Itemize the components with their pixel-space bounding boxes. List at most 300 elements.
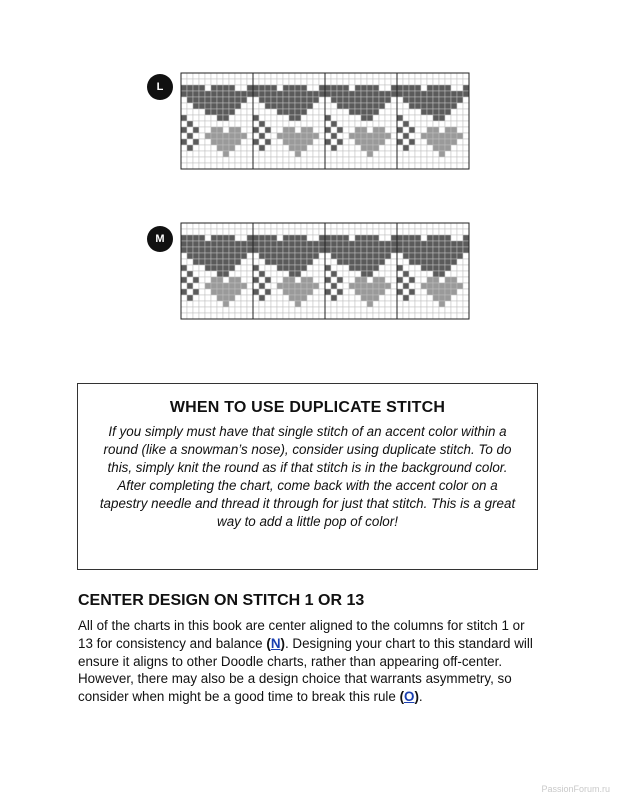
chart-cell <box>301 103 307 109</box>
chart-cell <box>217 139 223 145</box>
chart-cell <box>397 283 403 289</box>
chart-cell <box>451 109 457 115</box>
chart-cell <box>355 121 361 127</box>
chart-cell <box>439 277 445 283</box>
chart-cell <box>313 277 319 283</box>
chart-cell <box>313 235 319 241</box>
chart-cell <box>181 127 187 133</box>
chart-cell <box>289 301 295 307</box>
chart-cell <box>421 229 427 235</box>
chart-cell <box>253 127 259 133</box>
chart-cell <box>301 109 307 115</box>
chart-cell <box>193 223 199 229</box>
chart-cell <box>355 79 361 85</box>
chart-cell <box>421 247 427 253</box>
chart-cell <box>325 157 331 163</box>
chart-cell <box>259 241 265 247</box>
chart-cell <box>235 271 241 277</box>
chart-cell <box>409 247 415 253</box>
chart-cell <box>277 163 283 169</box>
chart-cell <box>451 133 457 139</box>
chart-cell <box>409 271 415 277</box>
chart-cell <box>217 163 223 169</box>
chart-cell <box>361 133 367 139</box>
chart-cell <box>199 127 205 133</box>
chart-cell <box>325 235 331 241</box>
chart-cell <box>211 109 217 115</box>
chart-cell <box>349 145 355 151</box>
chart-cell <box>445 271 451 277</box>
chart-cell <box>355 139 361 145</box>
chart-cell <box>361 79 367 85</box>
chart-cell <box>367 115 373 121</box>
chart-cell <box>385 265 391 271</box>
chart-cell <box>277 157 283 163</box>
chart-cell <box>211 145 217 151</box>
chart-cell <box>445 235 451 241</box>
chart-cell <box>445 157 451 163</box>
chart-cell <box>415 259 421 265</box>
chart-cell <box>307 157 313 163</box>
chart-cell <box>433 163 439 169</box>
chart-cell <box>433 97 439 103</box>
chart-cell <box>253 277 259 283</box>
chart-cell <box>361 223 367 229</box>
chart-cell <box>421 97 427 103</box>
chart-cell <box>361 145 367 151</box>
chart-cell <box>307 139 313 145</box>
chart-cell <box>439 145 445 151</box>
chart-cell <box>385 121 391 127</box>
chart-cell <box>445 139 451 145</box>
chart-cell <box>421 253 427 259</box>
chart-cell <box>349 241 355 247</box>
chart-cell <box>229 121 235 127</box>
chart-cell <box>373 127 379 133</box>
chart-cell <box>265 85 271 91</box>
chart-cell <box>331 289 337 295</box>
chart-cell <box>247 127 253 133</box>
chart-cell <box>385 79 391 85</box>
chart-cell <box>253 133 259 139</box>
chart-cell <box>235 265 241 271</box>
chart-cell <box>271 265 277 271</box>
chart-cell <box>217 157 223 163</box>
chart-cell <box>391 259 397 265</box>
chart-cell <box>385 103 391 109</box>
chart-cell <box>397 133 403 139</box>
chart-cell <box>433 235 439 241</box>
chart-cell <box>385 247 391 253</box>
chart-cell <box>307 313 313 319</box>
chart-cell <box>379 145 385 151</box>
chart-cell <box>199 79 205 85</box>
chart-cell <box>319 307 325 313</box>
chart-cell <box>247 307 253 313</box>
chart-cell <box>241 301 247 307</box>
chart-cell <box>451 157 457 163</box>
chart-cell <box>397 241 403 247</box>
chart-cell <box>451 229 457 235</box>
chart-cell <box>301 163 307 169</box>
chart-cell <box>361 115 367 121</box>
chart-cell <box>307 307 313 313</box>
chart-cell <box>463 241 469 247</box>
chart-cell <box>355 73 361 79</box>
chart-cell <box>421 91 427 97</box>
chart-cell <box>187 313 193 319</box>
chart-cell <box>187 307 193 313</box>
chart-cell <box>325 73 331 79</box>
chart-cell <box>391 277 397 283</box>
chart-cell <box>247 277 253 283</box>
chart-cell <box>313 109 319 115</box>
chart-cell <box>379 127 385 133</box>
chart-cell <box>193 289 199 295</box>
chart-cell <box>397 91 403 97</box>
chart-cell <box>235 277 241 283</box>
chart-cell <box>313 127 319 133</box>
chart-cell <box>337 115 343 121</box>
chart-cell <box>199 313 205 319</box>
chart-cell <box>259 97 265 103</box>
chart-cell <box>319 73 325 79</box>
chart-cell <box>295 247 301 253</box>
chart-cell <box>277 259 283 265</box>
chart-cell <box>451 139 457 145</box>
chart-cell <box>421 73 427 79</box>
chart-cell <box>367 103 373 109</box>
figure-ref-link[interactable]: O <box>404 689 415 705</box>
chart-cell <box>361 163 367 169</box>
chart-cell <box>349 121 355 127</box>
chart-cell <box>319 145 325 151</box>
chart-cell <box>385 157 391 163</box>
chart-cell <box>289 139 295 145</box>
chart-cell <box>307 265 313 271</box>
chart-cell <box>457 115 463 121</box>
chart-cell <box>253 259 259 265</box>
chart-cell <box>385 283 391 289</box>
chart-cell <box>265 295 271 301</box>
chart-cell <box>199 307 205 313</box>
chart-cell <box>181 283 187 289</box>
chart-cell <box>253 103 259 109</box>
chart-cell <box>199 109 205 115</box>
chart-cell <box>247 145 253 151</box>
chart-cell <box>349 115 355 121</box>
chart-cell <box>361 241 367 247</box>
chart-cell <box>265 223 271 229</box>
chart-cell <box>229 163 235 169</box>
chart-cell <box>247 295 253 301</box>
chart-cell <box>319 85 325 91</box>
chart-cell <box>229 157 235 163</box>
chart-cell <box>217 127 223 133</box>
chart-cell <box>421 157 427 163</box>
chart-cell <box>397 145 403 151</box>
chart-cell <box>217 295 223 301</box>
chart-cell <box>355 283 361 289</box>
chart-cell <box>331 97 337 103</box>
chart-cell <box>397 277 403 283</box>
chart-cell <box>433 145 439 151</box>
chart-cell <box>439 79 445 85</box>
chart-cell <box>301 277 307 283</box>
chart-cell <box>403 73 409 79</box>
chart-cell <box>205 313 211 319</box>
chart-cell <box>295 235 301 241</box>
chart-cell <box>223 223 229 229</box>
chart-cell <box>193 241 199 247</box>
chart-cell <box>355 133 361 139</box>
chart-cell <box>295 229 301 235</box>
chart-cell <box>325 271 331 277</box>
chart-cell <box>445 103 451 109</box>
chart-cell <box>193 85 199 91</box>
chart-cell <box>217 91 223 97</box>
chart-cell <box>235 151 241 157</box>
chart-cell <box>385 223 391 229</box>
chart-cell <box>397 103 403 109</box>
chart-cell <box>439 235 445 241</box>
chart-cell <box>439 115 445 121</box>
chart-cell <box>193 109 199 115</box>
chart-cell <box>433 253 439 259</box>
chart-cell <box>253 97 259 103</box>
chart-cell <box>193 79 199 85</box>
chart-cell <box>451 295 457 301</box>
chart-cell <box>235 259 241 265</box>
chart-cell <box>439 283 445 289</box>
chart-cell <box>199 265 205 271</box>
chart-cell <box>409 253 415 259</box>
chart-cell <box>391 295 397 301</box>
chart-cell <box>325 103 331 109</box>
chart-cell <box>457 277 463 283</box>
chart-cell <box>205 229 211 235</box>
chart-cell <box>289 295 295 301</box>
chart-cell <box>391 301 397 307</box>
chart-cell <box>301 223 307 229</box>
chart-cell <box>235 295 241 301</box>
chart-cell <box>379 157 385 163</box>
chart-cell <box>223 121 229 127</box>
chart-cell <box>457 109 463 115</box>
chart-cell <box>379 73 385 79</box>
chart-cell <box>445 85 451 91</box>
chart-cell <box>385 145 391 151</box>
chart-cell <box>295 277 301 283</box>
chart-cell <box>187 277 193 283</box>
chart-cell <box>193 265 199 271</box>
chart-cell <box>337 307 343 313</box>
chart-cell <box>331 277 337 283</box>
chart-cell <box>409 289 415 295</box>
chart-cell <box>253 265 259 271</box>
chart-cell <box>301 241 307 247</box>
chart-cell <box>289 157 295 163</box>
chart-cell <box>247 163 253 169</box>
chart-cell <box>301 295 307 301</box>
chart-cell <box>187 289 193 295</box>
chart-cell <box>361 301 367 307</box>
chart-cell <box>397 223 403 229</box>
chart-cell <box>259 109 265 115</box>
chart-cell <box>373 79 379 85</box>
chart-cell <box>229 301 235 307</box>
chart-cell <box>433 289 439 295</box>
chart-cell <box>445 301 451 307</box>
chart-cell <box>313 97 319 103</box>
chart-cell <box>205 241 211 247</box>
chart-cell <box>433 85 439 91</box>
chart-cell <box>241 247 247 253</box>
chart-cell <box>319 157 325 163</box>
chart-cell <box>463 301 469 307</box>
chart-cell <box>313 253 319 259</box>
chart-cell <box>337 241 343 247</box>
chart-cell <box>187 91 193 97</box>
chart-cell <box>355 307 361 313</box>
chart-cell <box>427 145 433 151</box>
chart-cell <box>451 73 457 79</box>
chart-cell <box>283 157 289 163</box>
chart-cell <box>409 145 415 151</box>
chart-cell <box>289 163 295 169</box>
chart-cell <box>271 283 277 289</box>
chart-cell <box>457 97 463 103</box>
chart-cell <box>217 277 223 283</box>
chart-cell <box>241 259 247 265</box>
chart-cell <box>397 253 403 259</box>
chart-cell <box>319 223 325 229</box>
chart-cell <box>181 79 187 85</box>
chart-cell <box>229 253 235 259</box>
chart-cell <box>253 229 259 235</box>
chart-cell <box>223 127 229 133</box>
chart-cell <box>385 253 391 259</box>
chart-label: L <box>156 81 164 93</box>
chart-cell <box>415 223 421 229</box>
chart-cell <box>235 229 241 235</box>
chart-cell <box>373 139 379 145</box>
chart-cell <box>373 235 379 241</box>
chart-cell <box>355 301 361 307</box>
chart-cell <box>229 283 235 289</box>
chart-cell <box>307 103 313 109</box>
chart-cell <box>409 301 415 307</box>
chart-cell <box>313 145 319 151</box>
chart-cell <box>391 313 397 319</box>
figure-ref-link[interactable]: N <box>270 635 281 651</box>
chart-cell <box>253 289 259 295</box>
chart-cell <box>337 85 343 91</box>
chart-cell <box>331 103 337 109</box>
chart-cell <box>253 73 259 79</box>
chart-cell <box>445 145 451 151</box>
chart-cell <box>307 229 313 235</box>
chart-cell <box>421 133 427 139</box>
chart-cell <box>409 151 415 157</box>
chart-cell <box>337 73 343 79</box>
chart-cell <box>457 85 463 91</box>
chart-cell <box>211 307 217 313</box>
chart-cell <box>361 295 367 301</box>
chart-cell <box>265 109 271 115</box>
chart-cell <box>235 283 241 289</box>
chart-cell <box>277 247 283 253</box>
chart-cell <box>445 283 451 289</box>
chart-cell <box>361 127 367 133</box>
chart-cell <box>265 283 271 289</box>
chart-cell <box>403 163 409 169</box>
chart-cell <box>265 115 271 121</box>
chart-cell <box>241 289 247 295</box>
chart-cell <box>397 235 403 241</box>
chart-cell <box>313 307 319 313</box>
chart-cell <box>205 235 211 241</box>
chart-cell <box>211 229 217 235</box>
chart-cell <box>433 307 439 313</box>
chart-cell <box>307 109 313 115</box>
chart-cell <box>229 259 235 265</box>
chart-cell <box>439 247 445 253</box>
chart-cell <box>229 79 235 85</box>
chart-cell <box>439 151 445 157</box>
chart-cell <box>391 127 397 133</box>
chart-cell <box>367 301 373 307</box>
chart-cell <box>319 253 325 259</box>
chart-cell <box>367 283 373 289</box>
chart-cell <box>373 265 379 271</box>
chart-cell <box>229 145 235 151</box>
chart-cell <box>199 283 205 289</box>
chart-cell <box>235 307 241 313</box>
chart-cell <box>343 91 349 97</box>
chart-cell <box>283 103 289 109</box>
chart-cell <box>343 163 349 169</box>
chart-cell <box>349 73 355 79</box>
chart-cell <box>301 121 307 127</box>
chart-cell <box>325 265 331 271</box>
chart-cell <box>271 103 277 109</box>
chart-cell <box>379 313 385 319</box>
chart-cell <box>271 307 277 313</box>
chart-cell <box>259 79 265 85</box>
chart-cell <box>181 163 187 169</box>
chart-cell <box>451 85 457 91</box>
chart-cell <box>445 91 451 97</box>
chart-cell <box>253 145 259 151</box>
chart-cell <box>181 223 187 229</box>
chart-cell <box>199 151 205 157</box>
chart-cell <box>367 253 373 259</box>
chart-cell <box>415 235 421 241</box>
chart-cell <box>457 151 463 157</box>
chart-cell <box>403 307 409 313</box>
chart-cell <box>421 271 427 277</box>
chart-cell <box>307 247 313 253</box>
chart-cell <box>307 151 313 157</box>
chart-cell <box>379 241 385 247</box>
chart-cell <box>271 109 277 115</box>
chart-cell <box>313 265 319 271</box>
chart-cell <box>355 109 361 115</box>
chart-cell <box>403 79 409 85</box>
chart-cell <box>397 295 403 301</box>
chart-cell <box>289 79 295 85</box>
